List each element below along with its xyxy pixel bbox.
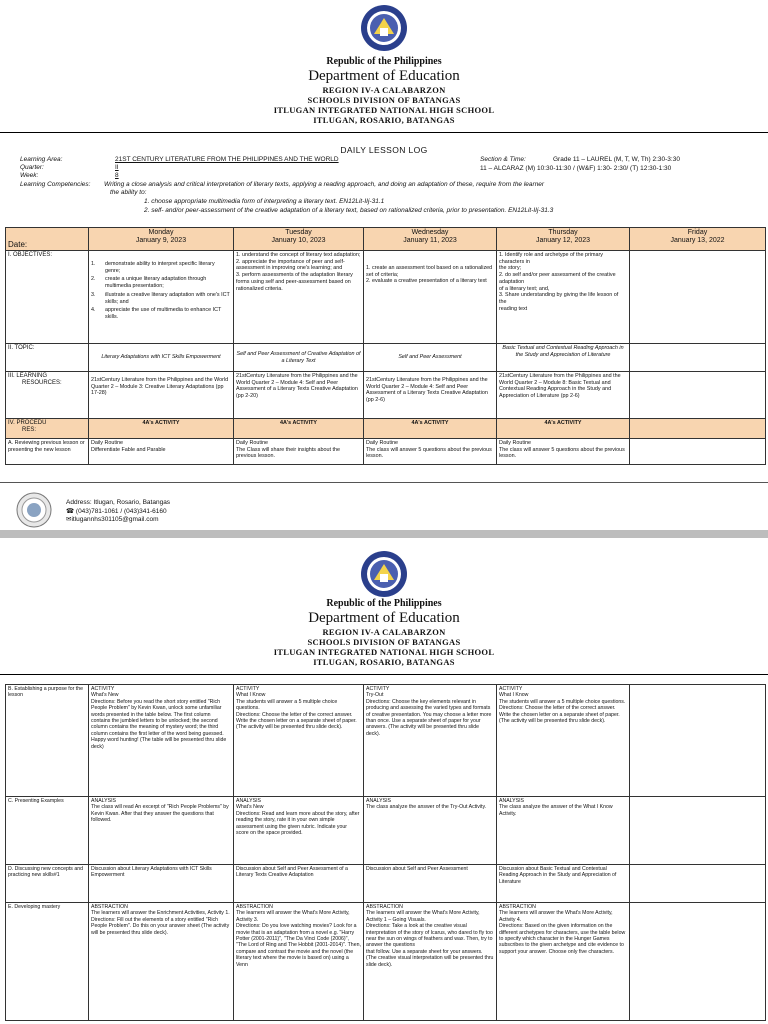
- row-e-label: [6, 903, 89, 1021]
- row-label: Establishing a purpose for the lesson: [8, 686, 83, 699]
- day-thursday: [497, 228, 630, 251]
- competency-1: 1. choose appropriate multimedia form of interpreting a literary text. EN12Lit-IIj-31.1: [144, 198, 385, 205]
- section-2-value: 11 – ALCARAZ (M) 10:30-11:30 / (W&F) 1:30- 2:30/ (T) 12:30-1:30: [480, 165, 672, 172]
- footer-phone: ☎ (043)781-1061 / (043)341-6160: [66, 507, 167, 515]
- school-text: ITLUGAN INTEGRATED NATIONAL HIGH SCHOOL: [273, 105, 495, 115]
- resources-label: [6, 372, 89, 419]
- resources-thu: 21stCentury Literature from the Philippines and the World Quarter 2 – Module 8: Basic Textual and Contextual Reading Approach in the Study and Appreciation of Literature (pp 2-6): [497, 372, 630, 419]
- republic-text: Republic of the Philippines: [326, 598, 442, 609]
- page-two: [0, 538, 768, 1024]
- day-date: January 9, 2023: [135, 237, 187, 244]
- footer: [10, 488, 760, 530]
- procedures-label: [6, 419, 89, 439]
- day-date: January 10, 2023: [271, 237, 326, 244]
- objectives-tue: 1. understand the concept of literary text adaptation; 2. appreciate the importance of peer and self-assessment in improving one's learning; and 3. perform assessments of the adaptation literary forms using self and peer-assessment based on rationalized criteria.: [234, 251, 364, 344]
- topic-thu: Basic Textual and Contextual Reading Approach in the Study and Appreciation of Literature: [497, 344, 630, 372]
- school-text: ITLUGAN INTEGRATED NATIONAL HIGH SCHOOL: [273, 647, 495, 657]
- activity-fri: [630, 419, 766, 439]
- row-a-mon: Daily Routine Differentiate Fable and Parable: [89, 439, 234, 465]
- region-text: REGION IV-A CALABARZON: [322, 627, 446, 637]
- procedures-label-1: IV. PROCEDU: [8, 420, 47, 426]
- day-date: January 13, 2022: [670, 237, 725, 244]
- division-text: SCHOOLS DIVISION OF BATANGAS: [307, 95, 461, 105]
- row-b: [6, 685, 766, 797]
- objectives-wed: 1. create an assessment tool based on a rationalized set of criteria; 2. evaluate a creative presentation of a literary text: [364, 251, 497, 344]
- department-text: Department of Education: [308, 610, 460, 626]
- row-b-fri: [630, 685, 766, 797]
- row-d: [6, 865, 766, 903]
- row-letter: A.: [8, 440, 14, 446]
- list-num: 3.: [91, 291, 96, 298]
- row-c-wed: ANALYSIS The class analyze the answer of the Try-Out Activity.: [364, 797, 497, 865]
- day-name: Tuesday: [285, 229, 312, 236]
- competencies-label: Learning Competencies:: [20, 181, 91, 188]
- objectives-thu: 1. Identify role and archetype of the primary characters in the story; 2. do self and/or peer assessment of the creative adaptation of a literary text; and, 3. Share understanding by giving the life lesson of the reading text: [497, 251, 630, 344]
- school-address-text: ITLUGAN, ROSARIO, BATANGAS: [313, 657, 455, 667]
- learning-area-label: Learning Area:: [20, 156, 63, 163]
- row-e-fri: [630, 903, 766, 1021]
- doc-title: DAILY LESSON LOG: [340, 145, 428, 155]
- topic-label: II. TOPIC:: [6, 344, 89, 372]
- row-c: [6, 797, 766, 865]
- row-a-label: [6, 439, 89, 465]
- row-d-tue: Discussion about Self and Peer Assessment of a Literary Texts Creative Adaptation: [234, 865, 364, 903]
- row-label: Presenting Examples: [14, 798, 64, 804]
- row-label: Discussing new concepts and practicing new skills#1: [8, 866, 83, 879]
- date-label: Date:: [6, 228, 89, 251]
- week-value: 8: [115, 172, 119, 179]
- division-text: SCHOOLS DIVISION OF BATANGAS: [307, 637, 461, 647]
- objectives-row: [6, 251, 766, 344]
- list-item: create a unique literary adaptation through multimedia presentation;: [105, 276, 207, 290]
- resources-mon: 21stCentury Literature from the Philippines and the World Quarter 2 – Module 3: Creative Literary Adaptations (pp 17-28): [89, 372, 234, 419]
- republic-text: Republic of the Philippines: [326, 56, 442, 67]
- day-name: Thursday: [548, 229, 578, 236]
- row-c-mon: ANALYSIS The class will read An excerpt of "Rich People Problems" by Kevin Kwan. After that they answer the questions that followed.: [89, 797, 234, 865]
- row-a-tue: Daily Routine The Class will share their insights about the previous lesson.: [234, 439, 364, 465]
- row-d-mon: Discussion about Literary Adaptations with ICT Skills Empowerment: [89, 865, 234, 903]
- list-num: 4.: [91, 307, 96, 314]
- resources-wed: 21stCentury Literature from the Philippines and the World Quarter 2 – Module 4: Self and Peer Assessment of a Literary Texts Creative Adaptation (pp 2-6): [364, 372, 497, 419]
- topic-wed: Self and Peer Assessment: [364, 344, 497, 372]
- lesson-table: [5, 227, 766, 465]
- footer-rule: [0, 482, 768, 483]
- day-name: Friday: [687, 229, 708, 236]
- letterhead: [0, 598, 768, 667]
- section-1-value: Grade 11 – LAUREL (M, T, W, Th) 2:30-3:30: [553, 156, 680, 163]
- list-num: 2.: [91, 276, 96, 283]
- resources-label-1: III. LEARNING: [8, 373, 48, 379]
- row-b-mon: ACTIVITY What's New Directions: Before you read the short story entitled "Rich People Problem" by Kevin Kwan, unlock some unfamiliar words presented in the table below. The first column contains the jumbled letters to be unlocked; the second column contains the meaning of mystery word; the third column contains the first letter of the word being guessed. Happy word hunting! (The table will be presented thru slide deck): [89, 685, 234, 797]
- list-item: illustrate a creative literary adaptation with one's ICT skills; and: [105, 291, 230, 305]
- row-d-fri: [630, 865, 766, 903]
- row-letter: D.: [8, 866, 14, 872]
- competencies-text: Writing a close analysis and critical interpretation of literary texts, applying a reading approach, and doing an adaptation of these, require from the learner: [104, 181, 545, 188]
- row-e: [6, 903, 766, 1021]
- objectives-label: I. OBJECTIVES:: [6, 251, 89, 344]
- footer-contact: [66, 499, 170, 525]
- page-separator: [0, 530, 768, 538]
- topic-fri: [630, 344, 766, 372]
- resources-tue: 21stCentury Literature from the Philippines and the World Quarter 2 – Module 4: Self and Peer Assessment of a Literary Texts Creative Adaptation (pp 2-20): [234, 372, 364, 419]
- day-header-row: [6, 228, 766, 251]
- row-letter: B.: [8, 686, 13, 692]
- letterhead: [0, 56, 768, 125]
- resources-label-2: RESOURCES:: [22, 379, 62, 386]
- row-letter: E.: [8, 904, 13, 910]
- footer-email: ✉itlugannhs301105@gmail.com: [66, 516, 159, 523]
- school-address-text: ITLUGAN, ROSARIO, BATANGAS: [313, 115, 455, 125]
- topic-tue: Self and Peer Assessment of Creative Adaptation of a Literary Text: [234, 344, 364, 372]
- row-e-wed: ABSTRACTION The learners will answer the What's More Activity, Activity 1 – Going Visuals. Directions: Take a look at the creative visual interpretation of the story of Icarus, who dared to fly too near the sun on wings of feathers and wax. Then, try to answer the questions that follow. Use a separate sheet for your answers. (The creative visual interpretation will be presented thru slide deck).: [364, 903, 497, 1021]
- activity-tue: 4A's ACTIVITY: [234, 419, 364, 439]
- row-d-label: [6, 865, 89, 903]
- header-rule: [0, 674, 768, 675]
- quarter-label: Quarter:: [20, 164, 44, 171]
- day-tuesday: [234, 228, 364, 251]
- school-logo-icon: [16, 492, 52, 528]
- row-e-tue: ABSTRACTION The learners will answer the What's More Activity, Activity 3. Directions: Do you love watching movies? Look for a movie that is an adaptation from a novel e.g. "Harry Potter (2001-2011)", "The Da Vinci Code (2006)", "The Lord of Ring and The Hobbit (2001-2014)". Then, compare and contrast the movie and the novel (the literary text where the movie is based on) using a Venn: [234, 903, 364, 1021]
- list-item: appreciate the use of multimedia to enhance ICT skills.: [105, 307, 222, 320]
- row-c-fri: [630, 797, 766, 865]
- resources-fri: [630, 372, 766, 419]
- footer-address: Address: Itlugan, Rosario, Batangas: [66, 499, 171, 506]
- row-b-tue: ACTIVITY What I Know The students will answer a 5 multiple choice questions. Directions: Choose the letter of the correct answer. Write the chosen letter on a separate sheet of paper. (The activity will be presented thru slide deck).: [234, 685, 364, 797]
- competencies-cont: the ability to:: [110, 189, 147, 196]
- row-d-wed: Discussion about Self and Peer Assessment: [364, 865, 497, 903]
- deped-seal-icon: [360, 4, 408, 52]
- row-b-label: [6, 685, 89, 797]
- objectives-mon: [89, 251, 234, 344]
- topic-row: [6, 344, 766, 372]
- day-wednesday: [364, 228, 497, 251]
- row-b-thu: ACTIVITY What I Know The students will answer a 5 multiple choice questions. Directions: Choose the letter of the correct answer. Write the chosen letter on a separate sheet of paper. (The activity will be presented thru slide deck).: [497, 685, 630, 797]
- day-date: January 12, 2023: [535, 237, 591, 244]
- row-a: [6, 439, 766, 465]
- activity-wed: 4A's ACTIVITY: [364, 419, 497, 439]
- activity-mon: 4A's ACTIVITY: [89, 419, 234, 439]
- row-label: Reviewing previous lesson or presenting the new lesson: [8, 440, 85, 453]
- list-num: 1.: [91, 261, 96, 267]
- day-date: January 11, 2023: [403, 237, 457, 244]
- objectives-fri: [630, 251, 766, 344]
- day-name: Wednesday: [411, 229, 449, 236]
- row-a-fri: [630, 439, 766, 465]
- procedures-label-2: RES:: [22, 426, 37, 433]
- department-text: Department of Education: [308, 68, 460, 84]
- list-item: demonstrate ability to interpret specific literary genre;: [105, 261, 215, 274]
- procedures-row: [6, 419, 766, 439]
- row-c-thu: ANALYSIS The class analyze the answer of the What I Know Activity.: [497, 797, 630, 865]
- region-text: REGION IV-A CALABARZON: [322, 85, 446, 95]
- topic-mon: Literary Adaptations with ICT Skills Empowerment: [89, 344, 234, 372]
- activity-thu: 4A's ACTIVITY: [497, 419, 630, 439]
- week-label: Week:: [20, 172, 39, 179]
- day-monday: [89, 228, 234, 251]
- learning-area-value: 21ST CENTURY LITERATURE FROM THE PHILIPPINES AND THE WORLD: [115, 156, 339, 163]
- row-letter: C.: [8, 798, 14, 804]
- row-c-tue: ANALYSIS What's New Directions: Read and learn more about the story, after reading the story, rate it in your own simple assessment using the given rubric. Indicate your score on the space provided.: [234, 797, 364, 865]
- row-d-thu: Discussion about Basic Textual and Contextual Reading Approach in the Study and Appreciation of Literature: [497, 865, 630, 903]
- row-b-wed: ACTIVITY Try-Out Directions: Choose the key elements relevant in producing and assessing the varied types and formats of creative presentation. You may choose a letter more than once. Use a separate sheet of paper for your answers. (The activity will be presented thru slide deck).: [364, 685, 497, 797]
- competency-2: 2. self- and/or peer-assessment of the creative adaptation of a literary text, based on rationalized criteria, prior to presentation. EN12Lit-IIj-31.3: [144, 207, 554, 214]
- section-label: Section & Time:: [480, 156, 526, 163]
- row-a-wed: Daily Routine The class will answer 5 questions about the previous lesson.: [364, 439, 497, 465]
- resources-row: [6, 372, 766, 419]
- deped-seal-icon: [360, 550, 408, 598]
- row-c-label: [6, 797, 89, 865]
- row-e-thu: ABSTRACTION The learners will answer the What's More Activity, Activity 4. Directions: Based on the given information on the different archetypes for characters, use the table below to specify which character in the Hunger Games subscribes to the given archetype and cite evidence to support your answer. Choose only five characters.: [497, 903, 630, 1021]
- row-a-thu: Daily Routine The class will answer 5 questions about the previous lesson.: [497, 439, 630, 465]
- row-label: Developing mastery: [14, 904, 61, 910]
- day-name: Monday: [148, 229, 174, 236]
- header-rule: [0, 132, 768, 133]
- lesson-table-continued: [5, 684, 766, 1021]
- row-e-mon: ABSTRACTION The learners will answer the Enrichment Activities, Activity 1. Directions: Fill out the elements of a story entitled "Rich People Problem". Do this on your answer sheet (The activity will be presented thru slide deck).: [89, 903, 234, 1021]
- quarter-value: II: [115, 164, 119, 171]
- day-friday: [630, 228, 766, 251]
